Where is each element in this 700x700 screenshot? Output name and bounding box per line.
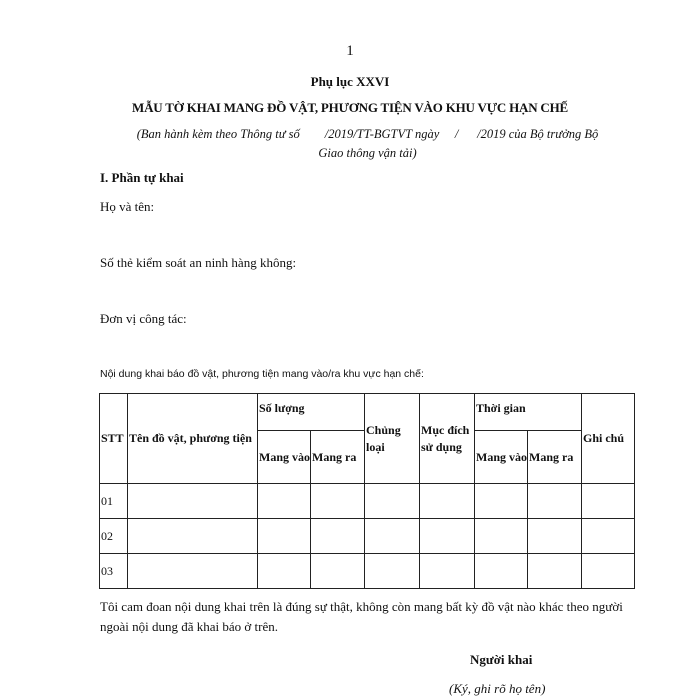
cell-purpose[interactable] [420, 484, 475, 519]
cell-quantity-in[interactable] [258, 519, 311, 554]
cell-type[interactable] [365, 519, 420, 554]
header-item-name: Tên đồ vật, phương tiện [128, 394, 258, 484]
table-row [100, 554, 635, 589]
cell-time-in[interactable] [475, 519, 528, 554]
cell-time-in[interactable] [475, 484, 528, 519]
header-quantity: Số lượng [258, 394, 365, 431]
cell-quantity-out[interactable] [311, 519, 365, 554]
issuance-line-2: Giao thông vận tải) [318, 146, 417, 160]
cell-quantity-in[interactable] [258, 554, 311, 589]
table-intro: Nội dung khai báo đồ vật, phương tiện mang vào/ra khu vực hạn chế: [100, 368, 424, 380]
cell-time-out[interactable] [528, 484, 582, 519]
header-quantity-in: Mang vào [258, 431, 311, 484]
header-quantity-out: Mang ra [311, 431, 365, 484]
row-number: 01 [100, 484, 128, 519]
cell-item-name[interactable] [128, 519, 258, 554]
cell-purpose[interactable] [420, 519, 475, 554]
cell-item-name[interactable] [128, 484, 258, 519]
cell-item-name[interactable] [128, 554, 258, 589]
signer-label: Người khai [470, 652, 533, 667]
page-number: 1 [346, 43, 354, 59]
cell-time-out[interactable] [528, 554, 582, 589]
cell-remarks[interactable] [582, 484, 635, 519]
issuance-line-1: (Ban hành kèm theo Thông tư số /2019/TT-BGTVT ngày / /2019 của Bộ trưởng Bộ [136, 127, 599, 141]
table-row [100, 484, 635, 519]
commitment-statement: Tôi cam đoan nội dung khai trên là đúng sự thật, không còn mang bất kỳ đồ vật nào khác theo người ngoài nội dung đã khai báo ở trên. [100, 599, 623, 634]
declaration-table [99, 393, 635, 589]
full-name-label: Họ và tên: [100, 199, 155, 214]
header-time-out: Mang ra [528, 431, 582, 484]
signer-hint: (Ký, ghi rõ họ tên) [449, 681, 546, 696]
cell-remarks[interactable] [582, 519, 635, 554]
header-remarks: Ghi chú [582, 394, 635, 484]
cell-quantity-out[interactable] [311, 484, 365, 519]
cell-remarks[interactable] [582, 554, 635, 589]
cell-type[interactable] [365, 484, 420, 519]
cell-quantity-out[interactable] [311, 554, 365, 589]
cell-time-in[interactable] [475, 554, 528, 589]
header-type: Chủng loại [365, 394, 420, 484]
section-heading: I. Phần tự khai [100, 170, 184, 185]
issuance-note [100, 125, 635, 163]
card-number-label: Số thẻ kiểm soát an ninh hàng không: [100, 255, 297, 270]
form-title: MẪU TỜ KHAI MANG ĐỒ VẬT, PHƯƠNG TIỆN VÀO KHU VỰC HẠN CHẾ [132, 100, 568, 115]
appendix-title: Phụ lục XXVI [310, 74, 390, 89]
cell-quantity-in[interactable] [258, 484, 311, 519]
row-number: 03 [100, 554, 128, 589]
header-time-in: Mang vào [475, 431, 528, 484]
cell-type[interactable] [365, 554, 420, 589]
header-stt: STT [100, 394, 128, 484]
cell-time-out[interactable] [528, 519, 582, 554]
cell-purpose[interactable] [420, 554, 475, 589]
header-time: Thời gian [475, 394, 582, 431]
work-unit-label: Đơn vị công tác: [100, 311, 187, 326]
header-purpose: Mục đích sử dụng [420, 394, 475, 484]
table-row [100, 519, 635, 554]
row-number: 02 [100, 519, 128, 554]
